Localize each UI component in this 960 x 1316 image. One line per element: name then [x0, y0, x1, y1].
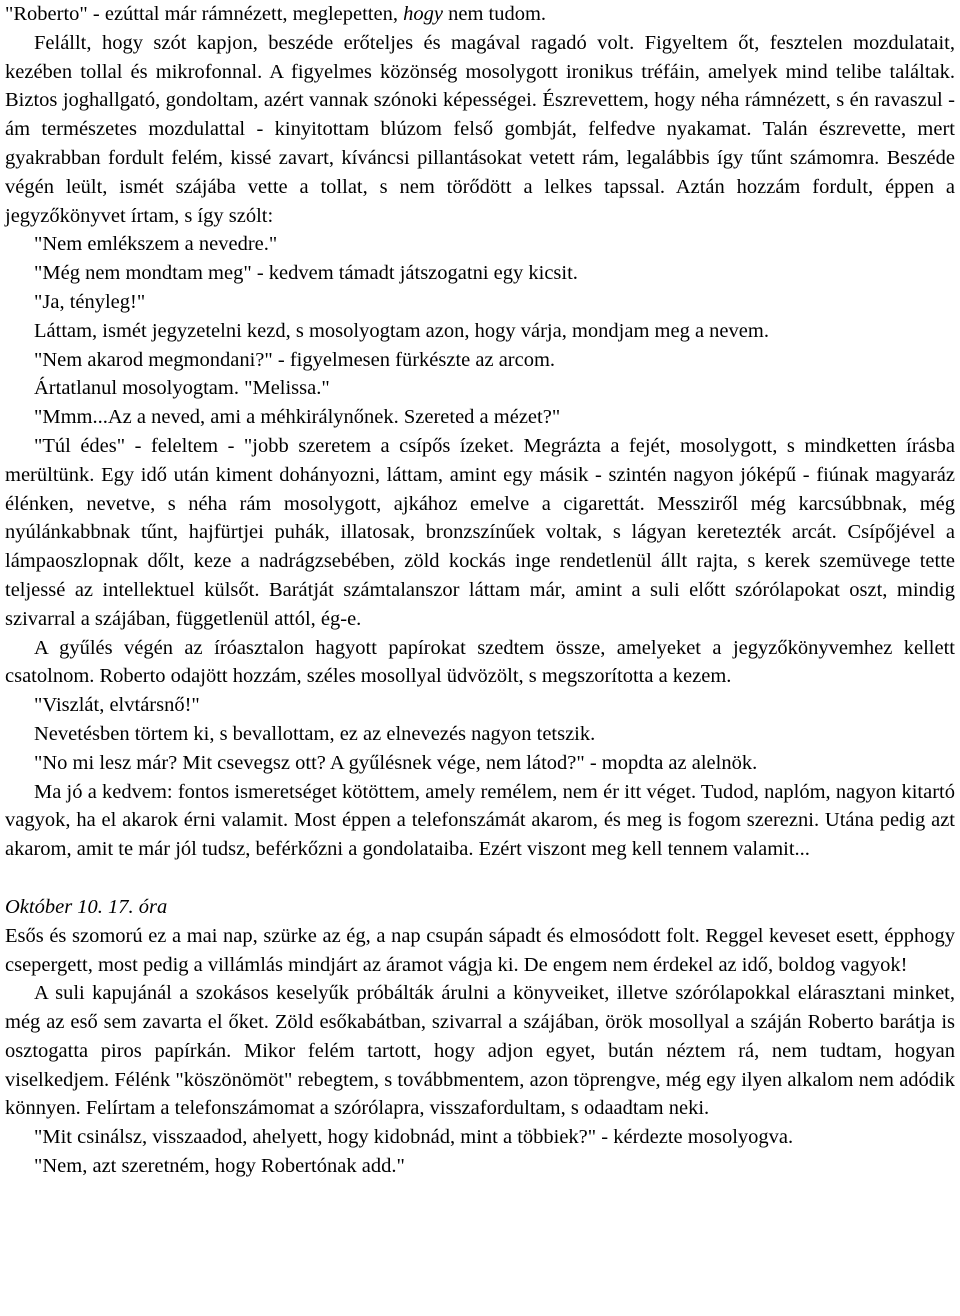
- paragraph: [5, 1152, 955, 1181]
- text-run: "Még nem mondtam meg" - kedvem támadt játszogatni egy kicsit.: [34, 262, 578, 285]
- paragraph: [5, 403, 955, 432]
- diary-entry-october-10: [5, 922, 955, 1181]
- paragraph: [5, 778, 955, 864]
- paragraph: [5, 29, 955, 231]
- paragraph: [5, 230, 955, 259]
- text-run: "Viszlát, elvtársnő!": [34, 694, 200, 717]
- text-run: Ma jó a kedvem: fontos ismeretséget kötöttem, amely remélem, nem ér itt véget. Tudod, naplóm, nagyon kitartó vagyok, ha el akarok érni valamit. Most éppen a telefonszámát akarom, és meg is fogom szerezni. Utána pedig azt akarom, amit te már jól tudsz, beférkőzni a gondolataiba. Ezért viszont meg kell tennem valamit...: [5, 780, 955, 861]
- paragraph: [5, 432, 955, 634]
- text-run: "Nem akarod megmondani?" - figyelmesen fürkészte az arcom.: [34, 348, 556, 371]
- paragraph: [5, 922, 955, 980]
- text-run: Felállt, hogy szót kapjon, beszéde erőteljes és magával ragadó volt. Figyeltem őt, fesztelen mozdulatait, kezében tollal és mikrofonnal. A figyelmes közönség mosolygott ironikus tréfáin, amelyek mind telibe találtak. Biztos joghallgató, gondoltam, azért vannak szónoki képességei. Észrevettem, hogy néha rámnézett, s én ravaszul - ám természetes mozdulattal - kinyitottam blúzom felső gombját, felfedve nyakamat. Talán észrevette, mert gyakrabban fordult felém, kissé zavart, kíváncsi pillantásokat vetett rám, legalábbis így tűnt számomra. Beszéde végén leült, ismét szájába vette a tollat, s nem törődött a lelkes tapssal. Aztán hozzám fordult, éppen a jegyzőkönyvet írtam, s így szólt:: [5, 31, 955, 227]
- text-run: nem tudom.: [442, 3, 547, 25]
- paragraph: [5, 691, 955, 720]
- text-run: Láttam, ismét jegyzetelni kezd, s mosolyogtam azon, hogy várja, mondjam meg a nevem.: [34, 319, 769, 342]
- text-run: "Nem emlékszem a nevedre.": [34, 233, 278, 256]
- paragraph: [5, 1123, 955, 1152]
- paragraph: [5, 317, 955, 346]
- text-run: "Nem, azt szeretném, hogy Robertónak add.": [34, 1155, 405, 1178]
- text-run: Esős és szomorú ez a mai nap, szürke az ég, a nap csupán sápadt és elmosódott folt. Reggel keveset esett, épphogy csepergett, most pedig a villámlás mindjárt az áramot vágja ki. De engem nem érdekel az idő, boldog vagyok!: [5, 924, 955, 976]
- text-run: "Ja, tényleg!": [34, 290, 146, 313]
- paragraph: [5, 979, 955, 1123]
- text-run: "Mit csinálsz, visszaadod, ahelyett, hogy kidobnád, mint a többiek?" - kérdezte mosolyogva.: [34, 1126, 794, 1149]
- paragraph: [5, 720, 955, 749]
- text-run: A gyűlés végén az íróasztalon hagyott papírokat szedtem össze, amelyeket a jegyzőkönyvemhez kellett csatolnom. Roberto odajött hozzám, széles mosollyal üdvözölt, s megszorította a kezem.: [5, 636, 955, 688]
- paragraph: [5, 634, 955, 692]
- paragraph: [5, 288, 955, 317]
- text-run: Nevetésben törtem ki, s bevallottam, ez az elnevezés nagyon tetszik.: [34, 722, 596, 745]
- italic-text-run: hogy: [403, 3, 443, 25]
- paragraph: [5, 259, 955, 288]
- paragraph: [5, 749, 955, 778]
- text-run: "Roberto" - ezúttal már rámnézett, meglepetten,: [5, 3, 404, 25]
- date-heading: Október 10. 17. óra: [5, 895, 168, 918]
- text-run: "No mi lesz már? Mit csevegsz ott? A gyűlésnek vége, nem látod?" - mopdta az alelnök.: [34, 751, 758, 774]
- text-run: Ártatlanul mosolyogtam. "Melissa.": [34, 377, 330, 400]
- text-run: "Mmm...Az a neved, ami a méhkirálynőnek. Szereted a mézet?": [34, 406, 561, 429]
- text-run: A suli kapujánál a szokásos keselyűk próbálták árulni a könyveiket, illetve szórólapokkal elárasztani minket, még az eső sem zavarta el őket. Zöld esőkabátban, szivarral a szájában, örök mosollyal a száján Roberto barátja is osztogatta piros papírkán. Mikor felém tartott, hogy adjon egyet, bután néztem rá, nem tudtam, hogyan viselkedjem. Félénk "köszönömöt" rebegtem, s továbbmentem, azon töprengve, még egy ilyen alkalom nem adódik könnyen. Felírtam a telefonszámomat a szórólapra, visszafordultam, s odaadtam neki.: [5, 982, 955, 1120]
- paragraph: [5, 0, 955, 29]
- text-run: "Túl édes" - feleltem - "jobb szeretem a csípős ízeket. Megrázta a fejét, mosolygott, s mindketten írásba merültünk. Egy idő után kiment dohányozni, láttam, amint egy másik - szintén nagyon jóképű - fiúnak magyaráz élénken, nevetve, s néha rám mosolygott, ajkához emelve a cigarettát. Messziről még karcsúbbnak, még nyúlánkabbnak tűnt, hajfürtjei puhák, illatosak, bronzszínűek voltak, s lágyan keretezték arcát. Csípőjével a lámpaoszlopnak dőlt, keze a nadrágzsebében, zöld kockás inge rendetlenül állt rajta, s kerek szemüvege tette teljessé az intellektuel külsőt. Barátját számtalanszor láttam már, amint a suli előtt szórólapokat oszt, mindig szivarral a szájában, függetlenül attól, ég-e.: [5, 434, 955, 630]
- diary-entry-continued: [5, 0, 955, 864]
- section-gap: [5, 864, 955, 893]
- paragraph: [5, 346, 955, 375]
- paragraph: [5, 374, 955, 403]
